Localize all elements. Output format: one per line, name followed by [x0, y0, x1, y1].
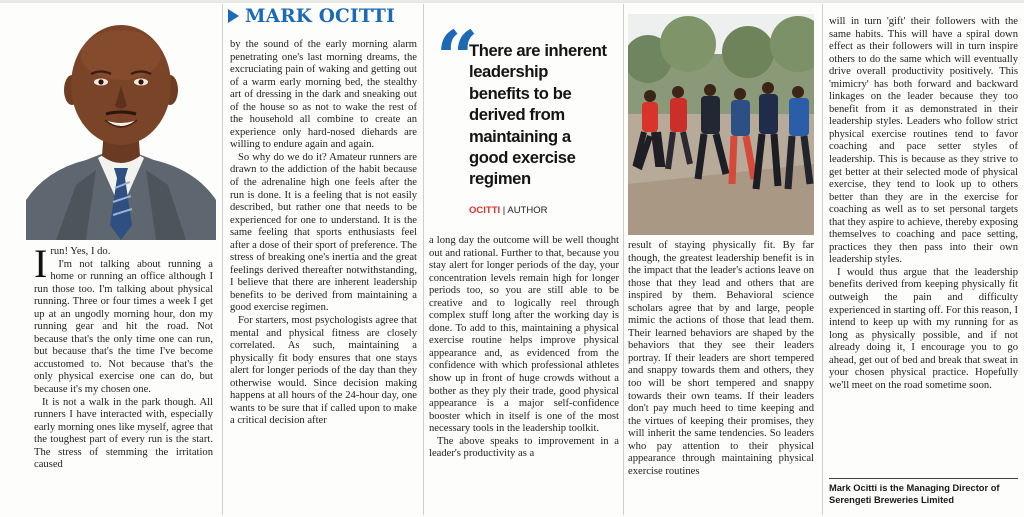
article-paragraph: I would thus argue that the leadership benefits derived from keeping physically fit outweigh the pain and difficulty experienced in starting off. For this reason, I intend to keep up with my running for as long as physically possible, and if not already doing it, I encourage you to go ahead, get out of bed and break that sweat in your chosen physical practice. Hopefully we'll meet on the road sometime soon. [829, 266, 1018, 391]
article-column-2 [230, 39, 417, 517]
article-paragraph: result of staying physically fit. By far though, the greatest leadership benefit is in the impact that the leader's actions leave on those that they lead and others that are inspired by them. Behavioral science scholars agree that by and large, people mimic the actions of those that lead them. Their learned behaviors are shaped by the behaviors that they see their leaders portray. If their leaders are short tempered and snappy towards them and others, they too will be short tempered and snappy towards their own teams. If their leaders don't pay much heed to time keeping and the virtues of keeping their promises, they will inherit the same tendencies. So leaders who pay attention to their physical appearance through maintaining physical exercise routines [628, 240, 814, 477]
column-divider [222, 4, 223, 515]
article-column-3 [429, 235, 619, 517]
pull-quote-author-role: | AUTHOR [502, 205, 548, 216]
runners-photo [628, 14, 814, 235]
byline-arrow-icon [228, 9, 239, 23]
top-rule [0, 0, 1024, 3]
article-paragraph [34, 246, 213, 286]
quote-mark-icon: “ [436, 16, 479, 102]
article-paragraph: It is not a walk in the park though. All runners I have interacted with, especially early morning ones like myself, agree that the toughest part of every run is the start. The stress of stemming the irritation caused [34, 396, 213, 471]
article-paragraph: For starters, most psychologists agree that mental and physical fitness are closely correlated. As such, maintaining a physically fit body ensures that one stays alert for longer periods of the day than they otherwise would. Since decision making happens at all hours of the 24-hour day, one wants to be sure that if called upon to make a critical decision after [230, 315, 417, 427]
article-paragraph: by the sound of the early morning alarm penetrating one's last morning dreams, the excruciating pain of waking and getting out of a warm early morning bed, the stealthy art of dressing in the dark and sneaking out of the house so as not to wake the rest of the household all combine to create an experience only hard-nosed diehards are willing to endure again and again. [230, 39, 417, 151]
article-paragraph: will in turn 'gift' their followers with the same habits. This will have a spiral down effect as their followers will in turn inspire others to do the same which will eventually drive overall productivity positively. This 'mimicry' has both forward and backward linkages on the leader because they too benefit from it as demonstrated in their leadership styles. Leaders who follow strict physical exercise routines tend to favor coaching and pace setter styles of leadership. This is because as they strive to get better at their selected mode of physical exercise, they tend to look up to others better than they are in the exercise for coaching as well as to set personal targets that they aspire to achieve, thereby exposing themselves to coaching and pace setting, practices they then pass into their own leadership styles. [829, 16, 1018, 266]
column-divider [822, 4, 823, 515]
author-bio: Mark Ocitti is the Managing Director of Serengeti Breweries Limited [829, 483, 1000, 505]
article-column-5 [829, 16, 1018, 474]
article-paragraph: The above speaks to improvement in a leader's productivity as a [429, 435, 619, 460]
pull-quote [428, 16, 616, 231]
byline-name: MARK OCITTI [245, 6, 395, 27]
article-paragraph: I'm not talking about running a home or running an office although I run those too. I'm talking about physical running. Three or four times a week I get up at an ungodly morning hour, don my running gear and hit the road. Not because that's the only time one can run, but because that's the time I've become accustomed to. Not because that's the only physical exercise one can do, but because it's my chosen one. [34, 258, 213, 396]
article-paragraph: a long day the outcome will be well thought out and rational. Further to that, because you stay alert for longer periods of the day, your concentration levels remain high for longer periods too, so you are still able to be creative and to logically reel through complex stuff long after the working day is done. To add to this, maintaining a physical exercise routine helps improve physical appearance and, as evidenced from the confidence with which professional athletes show up in front of huge crowds without a bother as they ply their trade, good physical appearance is a major self-confidence booster which in itself is one of the most necessary tools in the leadership toolkit. [429, 235, 619, 435]
pull-quote-text: There are inherent leadership benefits to be derived from maintaining a good exercise regimen [469, 41, 607, 189]
drop-cap: I [34, 246, 48, 286]
pull-quote-author-name: OCITTI [469, 205, 501, 216]
pull-quote-author [469, 205, 547, 216]
opening-line: run! Yes, I do. [50, 246, 111, 257]
article-column-1 [34, 246, 213, 517]
article-paragraph: So why do we do it? Amateur runners are drawn to the addiction of the habit because of the adrenaline high one feels after the run is done. It is a feeling that is not easily described, but rather one that needs to be experienced for one to understand. It is the same feeling that sports enthusiasts feel after a dose of their sport of preference. The stress of breaking one's inertia and the great feelings derived thereafter notwithstanding, I believe that there are inherent leadership benefits to be derived from maintaining a good exercise regimen. [230, 151, 417, 314]
author-portrait [26, 10, 216, 240]
column-divider [423, 4, 424, 515]
author-byline [228, 6, 428, 32]
column-divider [623, 4, 624, 515]
bio-divider [829, 478, 1018, 479]
article-column-4 [628, 240, 814, 517]
